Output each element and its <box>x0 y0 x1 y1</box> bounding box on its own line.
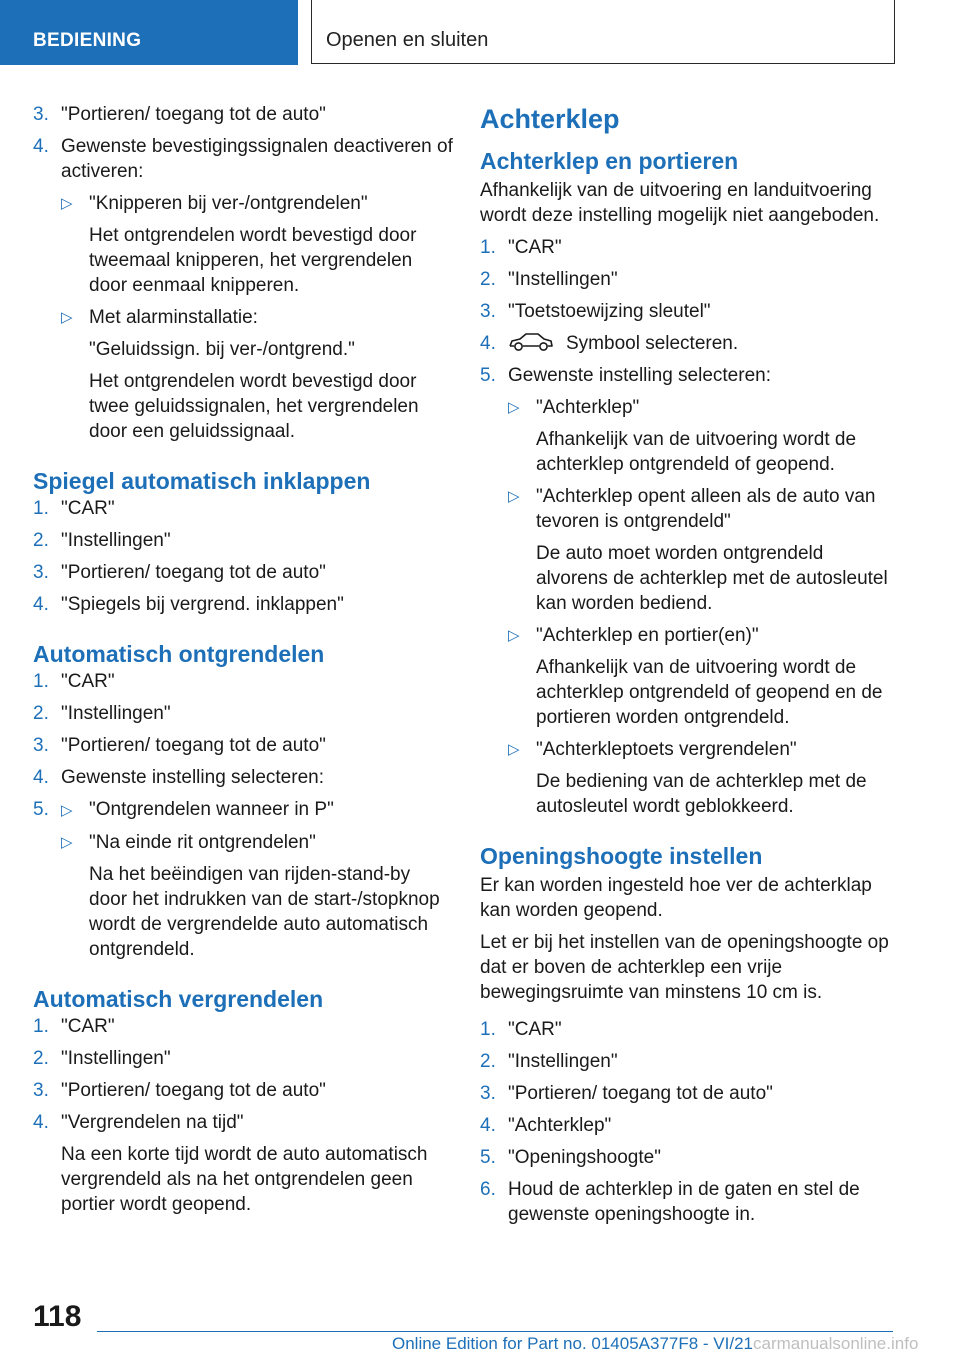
list-text: "Instellingen" <box>508 1051 618 1072</box>
hoogte-list <box>480 1017 900 1227</box>
list-item <box>33 1046 453 1071</box>
paragraph: Let er bij het instellen van de openingshoogte op dat er boven de achterklep een vrije bewegingsruimte van minstens 10 cm is. <box>480 932 889 1003</box>
sub-item-text: De bediening van de achterklep met de autosleutel wordt geblokkeerd. <box>536 771 867 817</box>
list-text: "Instellingen" <box>61 1048 171 1069</box>
sub-item <box>508 484 900 616</box>
footer-divider <box>97 1331 893 1332</box>
sub-item <box>61 830 453 962</box>
section-heading: Spiegel automatisch inklappen <box>33 468 371 494</box>
footer-edition <box>392 1334 918 1354</box>
list-number: 1. <box>480 1019 496 1040</box>
sub-item-line: "Geluidssign. bij ver-/ontgrend." <box>89 339 355 360</box>
sub-item <box>508 623 900 730</box>
list-number: 4. <box>33 594 49 615</box>
list-number: 2. <box>33 1048 49 1069</box>
left-column <box>33 102 453 1224</box>
list-number: 4. <box>33 767 49 788</box>
list-item <box>480 1081 900 1106</box>
vergrendelen-list <box>33 1014 453 1217</box>
sub-item-title: "Knipperen bij ver-/ontgrendelen" <box>89 193 368 214</box>
section-heading: Openingshoogte instellen <box>480 843 763 869</box>
list-item <box>33 134 453 444</box>
list-text: Gewenste bevestigingssignalen deactiveren of activeren: <box>61 136 453 182</box>
list-number: 2. <box>480 1051 496 1072</box>
right-column <box>480 102 900 1234</box>
list-text: "Achterklep" <box>508 1115 612 1136</box>
list-number: 1. <box>33 671 49 692</box>
list-item <box>33 797 453 962</box>
list-item <box>480 267 900 292</box>
list-number: 3. <box>33 562 49 583</box>
sub-item <box>61 305 453 444</box>
list-item <box>33 765 453 790</box>
list-text: "CAR" <box>508 1019 562 1040</box>
section-heading: Automatisch vergrendelen <box>33 986 324 1012</box>
list-number: 5. <box>480 1147 496 1168</box>
sub-item-title: "Achterkleptoets vergrendelen" <box>536 739 797 760</box>
list-text: "Portieren/ toegang tot de auto" <box>508 1083 773 1104</box>
list-text: "Portieren/ toegang tot de auto" <box>61 562 326 583</box>
list-text: "Openingshoogte" <box>508 1147 661 1168</box>
paragraph: Er kan worden ingesteld hoe ver de achterklap kan worden geopend. <box>480 875 872 921</box>
list-number: 6. <box>480 1179 496 1200</box>
sub-item-text: Afhankelijk van de uitvoering wordt de achterklep ontgrendeld of geopend en de portieren worden ontgrendeld. <box>536 657 883 728</box>
list-number: 2. <box>480 269 496 290</box>
list-item <box>480 1113 900 1138</box>
list-item <box>33 560 453 585</box>
list-item <box>33 701 453 726</box>
sub-item-title: "Achterklep en portier(en)" <box>536 625 759 646</box>
sub-item <box>61 191 453 298</box>
sub-item-title: "Achterklep" <box>536 397 640 418</box>
list-number: 5. <box>33 799 49 820</box>
sub-item-title: Met alarminstallatie: <box>89 307 258 328</box>
sub-item <box>508 737 900 819</box>
chapter-title: Openen en sluiten <box>326 29 489 51</box>
page-title: Achterklep <box>480 104 620 134</box>
chapter-header <box>311 0 895 64</box>
list-text: "CAR" <box>61 498 115 519</box>
list-text: "Instellingen" <box>61 703 171 724</box>
list-number: 1. <box>480 237 496 258</box>
triangle-right-icon: ▷ <box>61 802 73 819</box>
list-item <box>33 1078 453 1103</box>
achterklep-list <box>480 235 900 819</box>
triangle-right-icon: ▷ <box>508 488 520 505</box>
list-text: Gewenste instelling selecteren: <box>508 365 771 386</box>
section-heading: Achterklep en portieren <box>480 148 739 174</box>
list-text: "Instellingen" <box>508 269 618 290</box>
spiegel-list <box>33 496 453 617</box>
list-item <box>480 299 900 324</box>
list-item <box>33 733 453 758</box>
edition-text: Online Edition for Part no. 01405A377F8 - VI/21 <box>392 1334 754 1353</box>
triangle-right-icon: ▷ <box>61 834 73 851</box>
list-item <box>480 363 900 819</box>
list-item <box>33 1110 453 1217</box>
list-item <box>33 592 453 617</box>
triangle-right-icon: ▷ <box>508 627 520 644</box>
list-number: 3. <box>33 1080 49 1101</box>
list-number: 3. <box>33 104 49 125</box>
page-number: 118 <box>33 1300 82 1333</box>
sub-item-text: Het ontgrendelen wordt bevestigd door tweemaal knipperen, het vergrendelen door eenmaal knipperen. <box>89 225 417 296</box>
list-item <box>480 1049 900 1074</box>
list-item-text: Na een korte tijd wordt de auto automatisch vergrendeld als na het ontgrendelen geen portier wordt geopend. <box>61 1144 428 1215</box>
list-item <box>33 102 453 127</box>
list-item <box>33 1014 453 1039</box>
sub-item <box>508 395 900 477</box>
sub-item-title: "Achterklep opent alleen als de auto van tevoren is ontgrendeld" <box>536 486 876 532</box>
list-text: "Toetstoewijzing sleutel" <box>508 301 711 322</box>
sub-item-title: "Na einde rit ontgrendelen" <box>89 832 316 853</box>
list-text: Houd de achterklep in de gaten en stel de gewenste openingshoogte in. <box>508 1179 860 1225</box>
list-number: 3. <box>480 301 496 322</box>
list-text: "Vergrendelen na tijd" <box>61 1112 244 1133</box>
list-text: "Portieren/ toegang tot de auto" <box>61 1080 326 1101</box>
sub-item-text: De auto moet worden ontgrendeld alvorens de achterklep met de autosleutel kan worden bediend. <box>536 543 888 614</box>
list-number: 4. <box>480 1115 496 1136</box>
section-tab <box>0 0 298 65</box>
triangle-right-icon: ▷ <box>508 741 520 758</box>
list-number: 3. <box>33 735 49 756</box>
car-icon <box>508 331 554 353</box>
list-number: 3. <box>480 1083 496 1104</box>
intro-paragraph: Afhankelijk van de uitvoering en landuitvoering wordt deze instelling mogelijk niet aangeboden. <box>480 180 880 226</box>
list-item <box>33 528 453 553</box>
triangle-right-icon: ▷ <box>508 399 520 416</box>
list-number: 4. <box>33 1112 49 1133</box>
list-text: "Portieren/ toegang tot de auto" <box>61 104 326 125</box>
list-text: "Ontgrendelen wanneer in P" <box>89 799 334 820</box>
list-number: 4. <box>33 136 49 157</box>
list-item <box>33 496 453 521</box>
list-text: Gewenste instelling selecteren: <box>61 767 324 788</box>
list-item <box>480 1017 900 1042</box>
list-number: 2. <box>33 703 49 724</box>
sub-item-text: Afhankelijk van de uitvoering wordt de achterklep ontgrendeld of geopend. <box>536 429 857 475</box>
list-text: "Portieren/ toegang tot de auto" <box>61 735 326 756</box>
list-item <box>480 1145 900 1170</box>
sub-item-text: Na het beëindigen van rijden-stand-by door het indrukken van de start-/stopknop wordt de vergrendelde auto automatisch ontgrendeld. <box>89 864 440 960</box>
list-number: 1. <box>33 1016 49 1037</box>
triangle-right-icon: ▷ <box>61 195 73 212</box>
list-item <box>480 1177 900 1227</box>
list-number: 4. <box>480 333 496 354</box>
list-text: "Spiegels bij vergrend. inklappen" <box>61 594 344 615</box>
settings-list-top <box>33 102 453 444</box>
list-item <box>480 235 900 260</box>
list-text: "CAR" <box>61 1016 115 1037</box>
list-number: 2. <box>33 530 49 551</box>
list-text: "CAR" <box>61 671 115 692</box>
section-label: BEDIENING <box>33 30 142 51</box>
sub-item-text: Het ontgrendelen wordt bevestigd door twee geluidssignalen, het vergrendelen door een geluidssignaal. <box>89 371 419 442</box>
watermark: carmanualsonline.info <box>753 1334 919 1353</box>
list-number: 5. <box>480 365 496 386</box>
list-text: Symbool selecteren. <box>566 333 739 354</box>
list-text: "CAR" <box>508 237 562 258</box>
section-heading: Automatisch ontgrendelen <box>33 641 325 667</box>
ontgrendelen-list <box>33 669 453 962</box>
list-item <box>33 669 453 694</box>
list-text: "Instellingen" <box>61 530 171 551</box>
list-number: 1. <box>33 498 49 519</box>
triangle-right-icon: ▷ <box>61 309 73 326</box>
list-item <box>480 331 900 356</box>
